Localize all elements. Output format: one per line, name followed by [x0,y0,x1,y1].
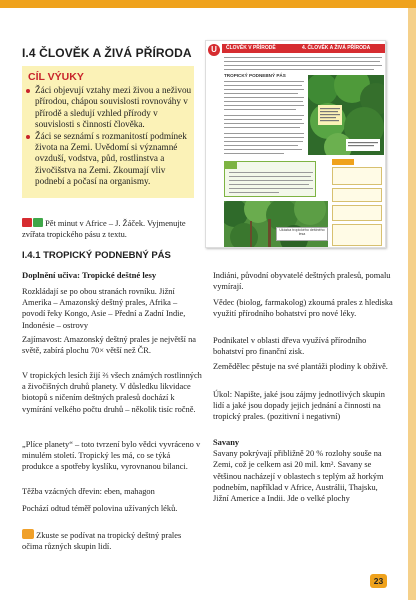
subsection-title: Doplnění učiva: Tropické deštné lesy [22,270,157,280]
paragraph-species: V tropických lesích žijí ⅔ všech známých rostlinných a živočišných druhů planety. V důsledku likvidace biotopů s ničením deštných pralesů dochází k vymírání velkého počtu druhů – několik tisíc ročně. [22,371,202,414]
paragraph-task: Zkuste se podívat na tropický deštný prales očima různých skupin lidí. [22,531,182,552]
paragraph-entrepreneur: Podnikatel v oblasti dřeva využívá přírodního bohatství pro finanční zisk. [213,336,367,357]
paragraph-scientist: Vědec (biolog, farmakolog) zkoumá prales z hlediska využití přírodního bohatství pro nové léky. [213,298,393,319]
task-intro: Pět minut v Africe – J. Žáček. Vyjmenujte zvířata tropického pásu z textu. [22,219,186,239]
bullet-icon [26,135,30,139]
forest-canopy-photo [308,75,384,155]
side-color-strip [408,8,416,600]
paragraph-farmer: Zemědělec pěstuje na své plantáži plodiny k obživě. [213,362,388,371]
learning-goals-box [22,66,194,198]
book-photo-caption: Ukázka tropického deštného lesa [276,227,328,241]
paragraph-interest: Zajímavost: Amazonský deštný prales je největší na světě, zabírá plochu 70× větší než ČR. [22,335,196,356]
goal-item: Žáci objevují vztahy mezi živou a neživou přírodou, chápou souvislosti rovnováhy v přírodě a sledují vzhled přírody v souvislosti s činností člověka. [26,85,192,131]
savany-text: Savany pokrývají přibližně 20 % rozlohy souše na Zemi, což je celkem asi 20 mil. km². Savany se většinou nacházejí v oblastech s teplým až horkým podnebím, například v Africe, Austrálii, Thajsku, Jižní Americe a Indii. Jde o velké plochy [213,449,384,504]
goals-list [26,85,192,188]
book-side-box [332,205,382,221]
goal-item: Žáci se seznámí s rozmanitostí podmínek života na Zemi. Uvědomí si významné ovzduší, vodstva, půd, rostlinstva a živočišstva na Zemi. Zkoumají vliv podnebí a počasí na organismy. [26,131,192,188]
book-subheading: TROPICKÝ PODNEBNÝ PÁS [224,73,286,78]
book-green-box [224,161,316,197]
paragraph-timber: Těžba vzácných dřevin: eben, mahagon [22,487,155,496]
task-green-icon [33,218,43,227]
book-side-box [332,224,382,246]
chapter-title: I.4 ČLOVĚK A ŽIVÁ PŘÍRODA [22,46,192,60]
bullet-icon [26,89,30,93]
textbook-page-image [205,40,386,248]
book-side-box [332,167,382,185]
goals-title: CÍL VÝUKY [28,71,84,83]
paragraph-assignment: Úkol: Napište, jaké jsou zájmy jednotlivých skupin lidí a jaké jsou dopady jejich jednání a činnosti na tropický prales. (pozitivní i negativní) [213,390,385,422]
paragraph-lungs: „Plíce planety“ – toto tvrzení bylo vědci vyvráceno v minulém století. Tropický les má, co se týká produkce a spotřeby kyslíku, vyrovnanou bilanci. [22,440,201,472]
paragraph-indians: Indiáni, původní obyvatelé deštných pralesů, pomalu vymírají. [213,271,391,292]
savany-section [213,437,393,504]
book-side-box [332,188,382,202]
section-title: I.4.1 TROPICKÝ PODNEBNÝ PÁS [22,250,171,261]
task-orange-icon [22,529,34,539]
top-color-bar [0,0,416,8]
page-number: 23 [370,574,387,588]
book-badge: U [208,44,220,56]
paragraph-medicine: Pochází odtud téměř polovina užívaných léků. [22,504,178,513]
book-header: ČLOVĚK V PŘÍRODĚ 4. ČLOVĚK A ŽIVÁ PŘÍRODA [222,44,385,53]
paragraph-regions: Rozkládají se po obou stranách rovníku. Jižní Amerika – Amazonský deštný prales, Afrika – povodí řeky Kongo, Asie – Přední a Zadní Indie, Indonésie – ostrovy [22,287,186,330]
savany-title: Savany [213,438,240,447]
task-red-icon [22,218,32,227]
